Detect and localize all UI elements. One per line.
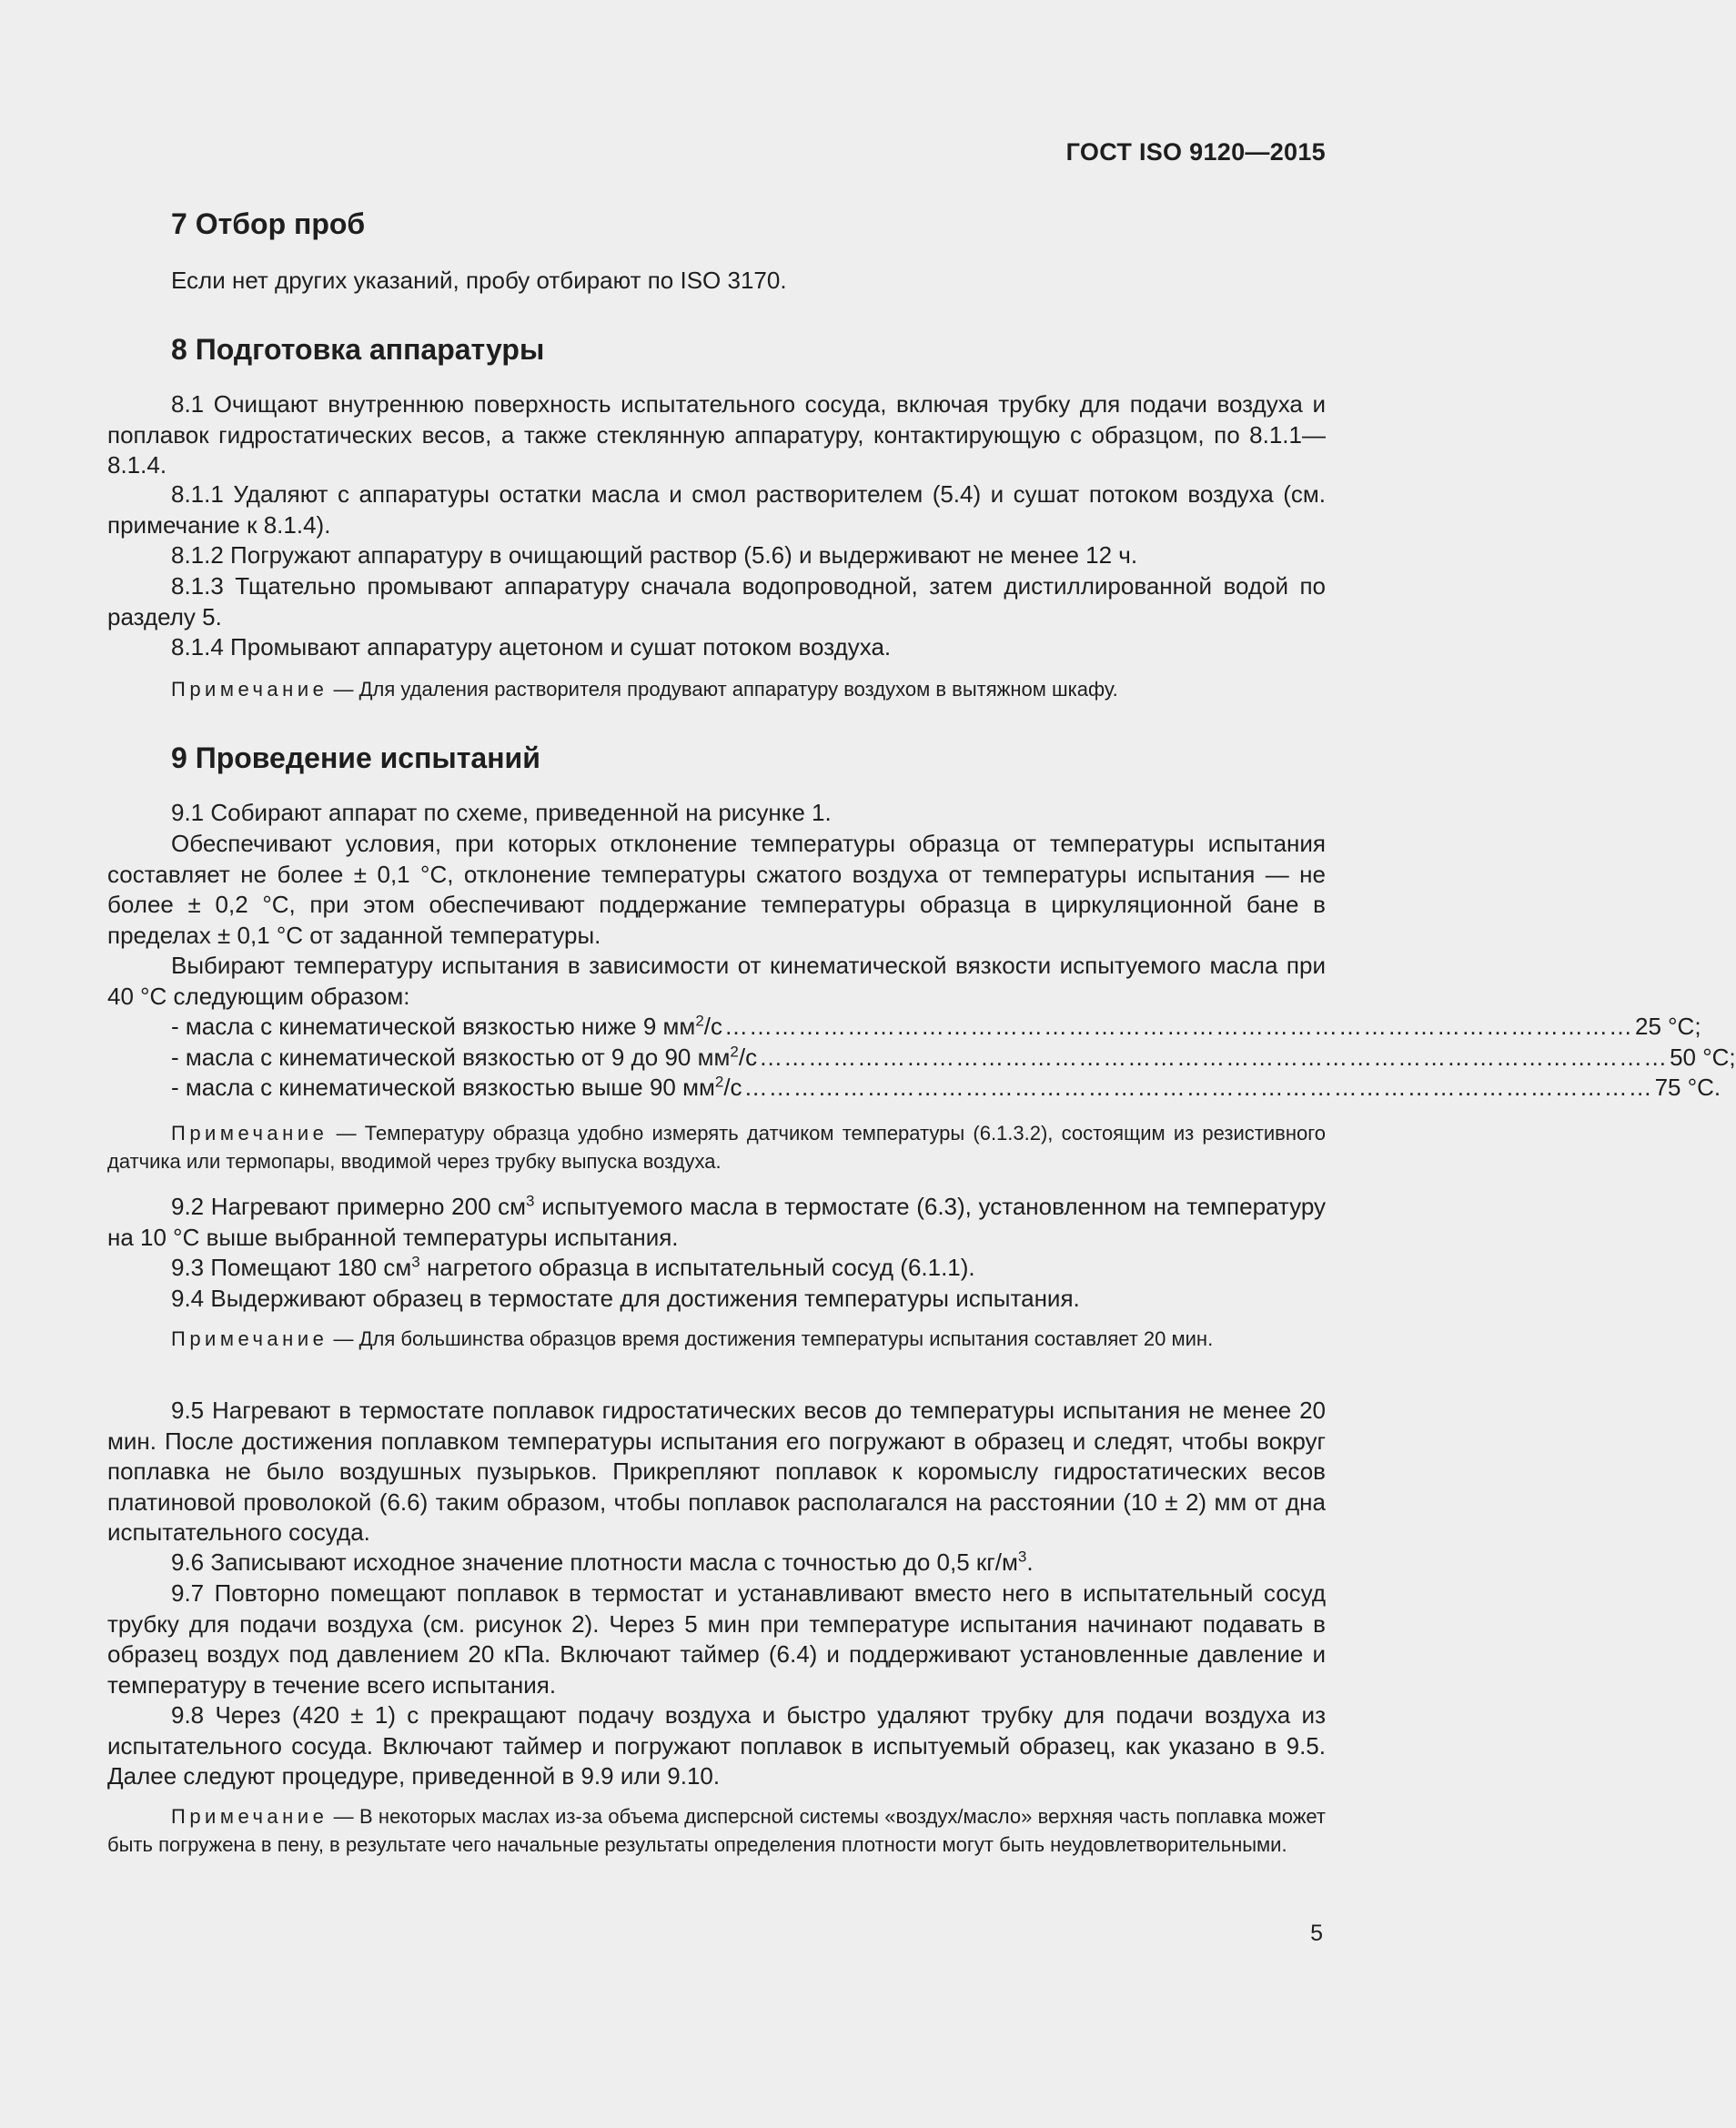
page-number: 5 — [1310, 1921, 1323, 1946]
clause-8-1-3: 8.1.3 Тщательно промывают аппаратуру сначала водопроводной, затем дистиллированной водой по разделу 5. — [107, 572, 1326, 630]
section-7-paragraph: Если нет других указаний, пробу отбирают по ISO 3170. — [171, 267, 787, 294]
clause-8-1-2: 8.1.2 Погружают аппаратуру в очищающий раствор (5.6) и выдерживают не менее 12 ч. — [171, 541, 1138, 569]
note-text: — Для большинства образцов время достижения температуры испытания составляет 20 мин. — [333, 1327, 1214, 1350]
viscosity-list-item — [171, 1043, 1736, 1074]
list-item-value: 50 °С; — [1670, 1044, 1736, 1071]
note-9-1 — [107, 1120, 1326, 1175]
viscosity-list-item — [171, 1012, 1701, 1043]
note-text: — Для удаления растворителя продувают аппаратуру воздухом в вытяжном шкафу. — [333, 678, 1118, 701]
note-9-4 — [107, 1326, 1326, 1354]
note-label: Примечание — [171, 1327, 328, 1350]
viscosity-list-item — [171, 1073, 1721, 1104]
list-item-label: - масла с кинематической вязкостью от 9 до 90 $мм^2/с$ — [171, 1043, 758, 1071]
dot-leader: ………………………………………………………………………………………………… — [743, 1074, 1653, 1101]
clause-8-1: 8.1 Очищают внутреннюю поверхность испытательного сосуда, включая трубку для подачи воздуха и поплавок гидростатических весов, а также стеклянную аппаратуру, контактирующую с образцом, по 8.1.1—8.1.4. — [107, 390, 1326, 479]
list-item-value: 75 °С. — [1654, 1074, 1721, 1101]
note-9-8 — [107, 1803, 1326, 1859]
list-item-label: - масла с кинематической вязкостью ниже 9 $мм^2/с$ — [171, 1012, 723, 1040]
clause-9-2: 9.2 Нагревают примерно 200 $см^3$ испытуемого масла в термостате (6.3), установленном на температуру на 10 °С выше выбранной температуры испытания. — [107, 1192, 1326, 1251]
note-text: — В некоторых маслах из-за объема дисперсной системы «воздух/масло» верхняя часть поплавка может быть погружена в пену, в результате чего начальные результаты определения плотности могут быть неудовлетворительными. — [107, 1805, 1327, 1856]
section-7-title: 7 Отбор проб — [171, 207, 366, 240]
list-item-label: - масла с кинематической вязкостью выше 90 $мм^2/с$ — [171, 1073, 742, 1101]
dot-leader: ………………………………………………………………………………………………… — [759, 1044, 1669, 1071]
clause-9-3: 9.3 Помещают 180 $см^3$ нагретого образца в испытательный сосуд (6.1.1). — [171, 1253, 975, 1281]
clause-9-5: 9.5 Нагревают в термостате поплавок гидростатических весов до температуры испытания не менее 20 мин. После достижения поплавком температуры испытания его погружают в образец и следят, чтобы вокруг поплавка не было воздушных пузырьков. Прикрепляют поплавок к коромыслу гидростатических весов платиновой проволокой (6.6) таким образом, чтобы поплавок располагался на расстоянии (10 ± 2) мм от дна испытательного сосуда. — [107, 1397, 1326, 1546]
note-label: Примечание — [171, 678, 328, 701]
document-code-header: ГОСТ ISO 9120—2015 — [1065, 138, 1326, 166]
clause-9-6: 9.6 Записывают исходное значение плотности масла с точностью до 0,5 $кг/м^3$. — [171, 1548, 1034, 1576]
list-item-value: 25 °С; — [1635, 1013, 1701, 1040]
clause-9-4: 9.4 Выдерживают образец в термостате для достижения температуры испытания. — [171, 1285, 1080, 1312]
note-text: — Температуру образца удобно измерять датчиком температуры (6.1.3.2), состоящим из резистивного датчика или термопары, вводимой через трубку выпуска воздуха. — [107, 1122, 1326, 1173]
section-9-title: 9 Проведение испытаний — [171, 741, 540, 774]
clause-9-8: 9.8 Через (420 ± 1) с прекращают подачу воздуха и быстро удаляют трубку для подачи воздуха из испытательного сосуда. Включают таймер и погружают поплавок в испытуемый образец, как указано в 9.5. Далее следуют процедуре, приведенной в 9.9 или 9.10. — [107, 1701, 1326, 1790]
note-label: Примечание — [171, 1122, 328, 1145]
clause-8-1-1: 8.1.1 Удаляют с аппаратуры остатки масла и смол растворителем (5.4) и сушат потоком воздуха (см. примечание к 8.1.4). — [107, 480, 1326, 539]
dot-leader: ………………………………………………………………………………………………… — [724, 1013, 1634, 1040]
clause-9-1: 9.1 Собирают аппарат по схеме, приведенной на рисунке 1. — [171, 799, 832, 826]
clause-9-7: 9.7 Повторно помещают поплавок в термостат и устанавливают вместо него в испытательный сосуд трубку для подачи воздуха (см. рисунок 2). Через 5 мин при температуре испытания начинают подавать в образец воздух под давлением 20 кПа. Включают таймер (6.4) и поддерживают установленные давление и температуру в течение всего испытания. — [107, 1579, 1326, 1699]
clause-9-1-conditions: Обеспечивают условия, при которых отклонение температуры образца от температуры испытания составляет не более ± 0,1 °С, отклонение температуры сжатого воздуха от температуры испытания — не более ± 0,2 °С, при этом обеспечивают поддержание температуры образца в циркуляционной бане в пределах ± 0,1 °С от заданной температуры. — [107, 830, 1326, 949]
note-8 — [107, 676, 1326, 704]
clause-9-1-temperature-choice: Выбирают температуру испытания в зависимости от кинематической вязкости испытуемого масла при 40 °С следующим образом: — [107, 952, 1326, 1010]
note-label: Примечание — [171, 1805, 328, 1828]
section-8-title: 8 Подготовка аппаратуры — [171, 333, 545, 366]
clause-8-1-4: 8.1.4 Промывают аппаратуру ацетоном и сушат потоком воздуха. — [171, 633, 892, 661]
